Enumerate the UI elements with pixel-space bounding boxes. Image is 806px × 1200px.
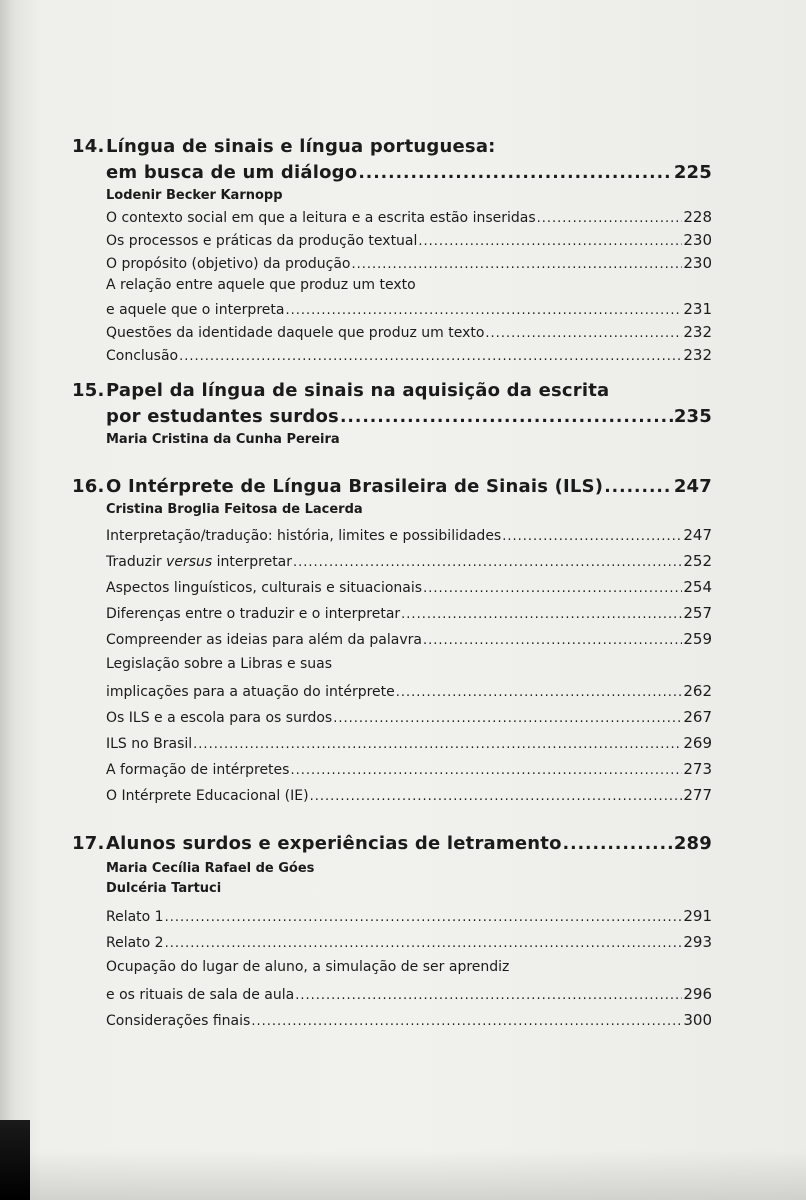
toc-entry[interactable]: implicações para a atuação do intérprete ..... 262	[106, 682, 712, 708]
toc-entry[interactable]: Aspectos linguísticos, culturais e situacionais ..... 254	[106, 578, 712, 604]
author-name: Maria Cecília Rafael de Góes	[106, 861, 315, 876]
chapter-15[interactable]	[72, 380, 712, 452]
chapter-number: 16.	[72, 476, 105, 497]
chapter-title-cont: em busca de um diálogo	[106, 162, 358, 183]
toc-entry[interactable]: Questões da identidade daquele que produz um texto ..... 232	[106, 323, 712, 346]
page-bottom-shadow	[0, 1150, 806, 1200]
author-name: Maria Cristina da Cunha Pereira	[106, 432, 340, 447]
chapter-page-number: 289	[673, 833, 712, 854]
toc-entry[interactable]: Conclusão ..... 232	[106, 346, 712, 369]
leader-dots	[340, 407, 673, 427]
chapter-16[interactable]	[72, 476, 712, 812]
chapter-number: 17.	[72, 833, 105, 854]
chapter-title: O Intérprete de Língua Brasileira de Sinais (ILS)	[106, 476, 604, 497]
toc-entry[interactable]: Os processos e práticas da produção textual ..... 230	[106, 231, 712, 254]
toc-entry-line[interactable]: A relação entre aquele que produz um texto	[106, 277, 416, 293]
chapter-title-line-2	[72, 162, 712, 188]
chapter-title-line-1	[72, 380, 712, 406]
chapter-page-number: 247	[673, 476, 712, 497]
chapter-title-line-1	[72, 136, 712, 162]
toc-entry[interactable]: Diferenças entre o traduzir e o interpretar ..... 257	[106, 604, 712, 630]
toc-entry[interactable]: Traduzir versus interpretar ..... 252	[106, 552, 712, 578]
chapter-page-number: 235	[673, 406, 712, 427]
chapter-page-number: 225	[673, 162, 712, 183]
leader-dots	[604, 477, 673, 497]
toc-entry[interactable]: A formação de intérpretes ..... 273	[106, 760, 712, 786]
chapter-title: Língua de sinais e língua portuguesa:	[106, 136, 496, 157]
leader-dots	[563, 834, 673, 854]
toc-entry[interactable]: Interpretação/tradução: história, limites e possibilidades ..... 247	[106, 526, 712, 552]
toc-entry[interactable]: Considerações finais ..... 300	[106, 1011, 712, 1037]
toc-entry[interactable]: O Intérprete Educacional (IE) ..... 277	[106, 786, 712, 812]
toc-entry[interactable]: Os ILS e a escola para os surdos ..... 267	[106, 708, 712, 734]
chapter-title: Alunos surdos e experiências de letramento	[106, 833, 562, 854]
chapter-title-line-1	[72, 476, 712, 502]
toc-entry-line[interactable]: Ocupação do lugar de aluno, a simulação de ser aprendiz	[106, 959, 510, 975]
author-name: Dulcéria Tartuci	[106, 881, 222, 896]
chapter-17[interactable]	[72, 833, 712, 1037]
toc-entry[interactable]: Relato 2 ..... 293	[106, 933, 712, 959]
toc-entry-line[interactable]: Legislação sobre a Libras e suas	[106, 656, 333, 672]
toc-entry[interactable]: ILS no Brasil ..... 269	[106, 734, 712, 760]
leader-dots	[358, 163, 673, 183]
toc-entry[interactable]: e os rituais de sala de aula ..... 296	[106, 985, 712, 1011]
chapter-14[interactable]	[72, 136, 712, 369]
author-name: Lodenir Becker Karnopp	[106, 188, 283, 203]
author-name: Cristina Broglia Feitosa de Lacerda	[106, 502, 363, 517]
toc-entry[interactable]: Compreender as ideias para além da palavra ..... 259	[106, 630, 712, 656]
toc-entry[interactable]: O contexto social em que a leitura e a escrita estão inseridas ..... 228	[106, 208, 712, 231]
chapter-title-line-1	[72, 833, 712, 861]
chapter-title: Papel da língua de sinais na aquisição da escrita	[106, 380, 610, 401]
toc-entry[interactable]: e aquele que o interpreta ..... 231	[106, 300, 712, 323]
toc-entry[interactable]: Relato 1 ..... 291	[106, 907, 712, 933]
toc-entry[interactable]: O propósito (objetivo) da produção ..... 230	[106, 254, 712, 277]
chapter-title-cont: por estudantes surdos	[106, 406, 339, 427]
book-spine-shadow	[0, 1120, 30, 1200]
chapter-number: 15.	[72, 380, 105, 401]
chapter-title-line-2	[72, 406, 712, 432]
chapter-number: 14.	[72, 136, 105, 157]
